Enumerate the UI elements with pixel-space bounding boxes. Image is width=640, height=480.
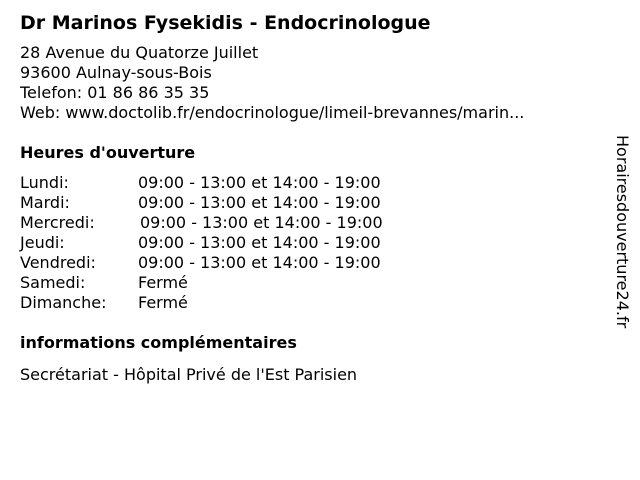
time-value: 09:00 - 13:00 et 14:00 - 19:00 xyxy=(138,233,381,252)
day-label: Vendredi: xyxy=(20,253,96,272)
page-title: Dr Marinos Fysekidis - Endocrinologue xyxy=(20,12,431,34)
day-label: Mardi: xyxy=(20,193,70,212)
day-label: Dimanche: xyxy=(20,293,107,312)
hours-row-friday xyxy=(20,253,460,273)
hours-row-tuesday xyxy=(20,193,460,213)
time-value: 09:00 - 13:00 et 14:00 - 19:00 xyxy=(138,253,381,272)
time-value: 09:00 - 13:00 et 14:00 - 19:00 xyxy=(138,193,381,212)
day-label: Samedi: xyxy=(20,273,86,292)
additional-info-text: Secrétariat - Hôpital Privé de l'Est Parisien xyxy=(20,365,358,384)
time-value: Fermé xyxy=(138,273,188,292)
site-watermark-label: Horairesdouverture24.fr xyxy=(613,135,632,329)
address-street: 28 Avenue du Quatorze Juillet xyxy=(20,43,259,62)
opening-hours-heading: Heures d'ouverture xyxy=(20,143,196,162)
address-city: 93600 Aulnay-sous-Bois xyxy=(20,63,212,82)
hours-row-thursday xyxy=(20,233,460,253)
day-label: Mercredi: xyxy=(20,213,95,232)
time-value: 09:00 - 13:00 et 14:00 - 19:00 xyxy=(140,213,383,232)
additional-info-heading: informations complémentaires xyxy=(20,333,297,352)
hours-row-monday xyxy=(20,173,460,193)
hours-row-sunday xyxy=(20,293,460,313)
time-value: Fermé xyxy=(138,293,188,312)
day-label: Jeudi: xyxy=(20,233,65,252)
day-label: Lundi: xyxy=(20,173,69,192)
hours-row-saturday xyxy=(20,273,460,293)
hours-row-wednesday xyxy=(20,213,460,233)
time-value: 09:00 - 13:00 et 14:00 - 19:00 xyxy=(138,173,381,192)
website-link[interactable]: Web: www.doctolib.fr/endocrinologue/limeil-brevannes/marin... xyxy=(20,103,525,122)
phone-number: Telefon: 01 86 86 35 35 xyxy=(20,83,210,102)
